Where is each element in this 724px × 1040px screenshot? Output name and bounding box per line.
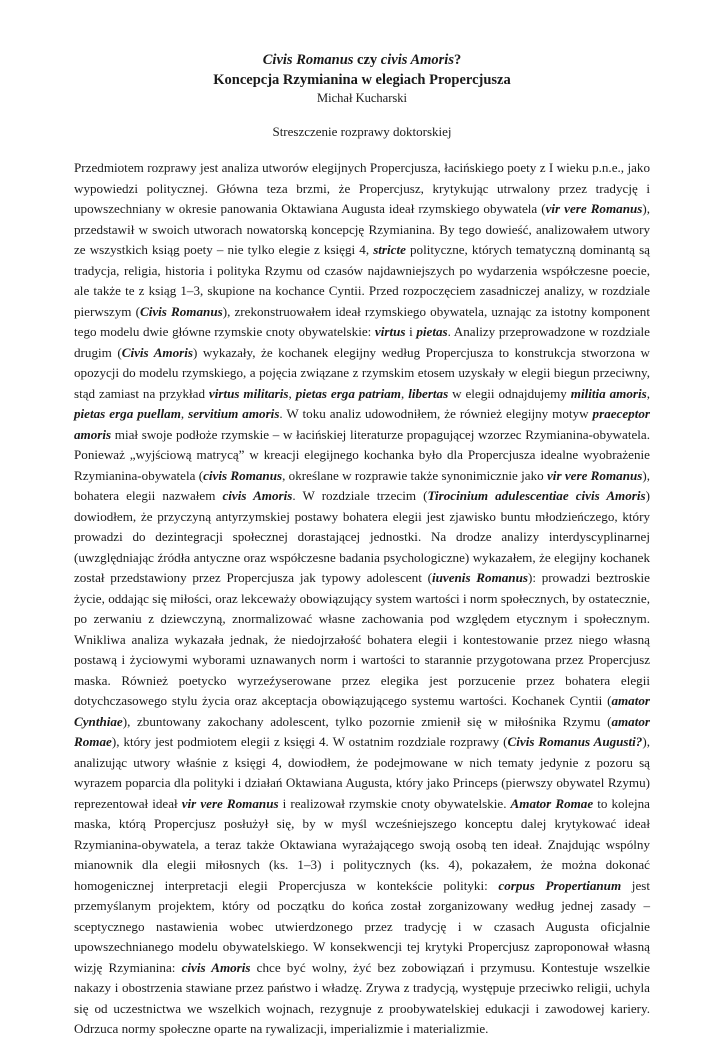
latin-term: amator Romae (74, 713, 650, 749)
text-run: ): prowadzi beztroskie życie, oddając się miłości, oraz lekceważy obowiązujący system wartości i norm społecznych, by ostatecznie, po zerwaniu z dziewczyną, znormalizować własne zachowania pod względem etycznym i społecznym. Wnikliwa analiza wykazała jednak, że niedojrzałość bohatera elegii i kontestowanie przez niego własną postawą i życiowymi wyborami uznawanych norm i wartości to starannie przygotowana przez Propercjusz maska. Również poetycko wyrzeźyserowane przez elegika jest porzucenie przez bohatera elegii dotychczasowego stylu życia oraz akceptacja obowiązującego systemu wartości. Kochanek Cyntii ( (74, 570, 650, 708)
text-run: , określane w rozprawie także synonimicznie jako (282, 467, 547, 483)
text-run: , (401, 385, 409, 401)
title-question-mark: ? (453, 52, 462, 68)
text-run: ), bohatera elegii nazwałem (74, 467, 650, 503)
latin-term: civis Romanus (203, 467, 283, 483)
text-run: ), zrekonstruowałem ideał rzymskiego obywatela, uznając za istotny komponent tego modelu dwie główne rzymskie cnoty obywatelskie: (74, 303, 650, 339)
text-run: chce być wolny, żyć bez zobowiązań i przymusu. Kontestuje wszelkie nakazy i obostrzenia stawiane przez państwo i władzę. Zrywa z tradycją, występuje przeciwko religii, uchyla się od uczestnictwa we wszelkich wojnach, rezygnuje z proobywatelskiej edukacji i zawodowej kariery. Odrzuca normy społeczne oparte na rywalizacji, imperializmie i materializmie. (74, 959, 650, 1036)
latin-term: vir vere Romanus (181, 795, 279, 811)
latin-term: Civis Amoris (121, 344, 193, 360)
title-line-2: Koncepcja Rzymianina w elegiach Propercjusza (213, 72, 511, 88)
title-term-civis-amoris: civis Amoris (380, 52, 454, 68)
title-line-1 (74, 50, 650, 70)
latin-term: civis Amoris (181, 959, 251, 975)
latin-term: pietas (416, 324, 448, 339)
text-run: ), który jest podmiotem elegii z księgi 4. W ostatnim rozdziale rozprawy ( (111, 734, 508, 749)
latin-term: Amator Romae (510, 795, 594, 811)
document-page (74, 50, 650, 1040)
latin-term: civis Amoris (222, 488, 293, 503)
latin-term: Civis Romanus Augusti? (507, 734, 643, 749)
latin-term: virtus militaris (208, 385, 289, 401)
latin-term: pietas erga puellam (74, 406, 181, 421)
text-run: i (405, 324, 417, 339)
text-run: . W toku analiz udowodniłem, że również elegijny motyw (279, 406, 593, 421)
latin-term: virtus (374, 324, 406, 339)
latin-term: corpus Propertianum (498, 877, 622, 893)
title-term-civis-romanus: Civis Romanus (262, 52, 354, 68)
abstract-paragraph (74, 158, 650, 1040)
latin-term: vir vere Romanus (545, 201, 643, 216)
text-run: . W rozdziale trzecim ( (292, 488, 428, 503)
latin-term: pietas erga patriam (295, 385, 401, 401)
latin-term: vir vere Romanus (547, 467, 643, 483)
text-run: miał swoje podłoże rzymskie – w łacińskiej literaturze propagującej wzorzec Rzymianina-obywatela. Ponieważ „wyjściową matrycą” w kreacji elegijnego kochanka było dla Propercjusza idealne wyobrażenie Rzymianina-obywatela ( (74, 426, 650, 483)
text-run: polityczne, których tematyczną dominantą są tradycja, religia, historia i polityka Rzymu od czasów najdawniejszych po wydarzenia współczesne poecie, ale także te z ksiąg 1–3, skupione na kochance Cyntii. Przed rozpoczęciem zasadniczej analizy, w rozdziale pierwszym ( (74, 242, 650, 319)
latin-term: iuvenis Romanus (431, 570, 528, 585)
text-run: ), analizując utwory właśnie z księgi 4, dowiodłem, że podejmowane w nich tematy jedynie z pozoru są wyrazem poparcia dla polityki i działań Oktawiana Augusta, który jako Princeps (pierwszy obywatel Rzymu) reprezentował ideał (74, 734, 650, 811)
document-subtitle: Streszczenie rozprawy doktorskiej (272, 124, 452, 139)
text-run: , (180, 406, 189, 421)
text-run: i realizował rzymskie cnoty obywatelskie. (278, 795, 511, 811)
text-run: to kolejna maska, którą Propercjusz posłużył się, by w myśl wcześniejszego konceptu dalej krytykować ideał Rzymianina-obywatela, a teraz także Oktawiana wyrażającego swoją osobą ten ideał. Znajdując wspólny mianownik dla elegii miłosnych (ks. 1–3) i politycznych (ks. 4), pokazałem, że można dokonać homogenicznej interpretacji elegii Propercjusza w kontekście polityki: (74, 795, 650, 893)
text-run: , (646, 385, 650, 401)
text-run: ) wykazały, że kochanek elegijny według Propercjusza to konstrukcja stworzona w opozycji do modelu rzymskiego, a pojęcia związane z rzymskim etosem uzyskały w elegii biegun przeciwny, stąd zamiast na przykład (74, 344, 650, 401)
title-connector: czy (353, 52, 381, 68)
latin-term: praeceptor amoris (74, 406, 650, 442)
text-run: ), zbuntowany zakochany adolescent, tylko pozornie zmienił się w miłośnika Rzymu ( (122, 713, 612, 729)
latin-term: servitium amoris (188, 406, 280, 421)
latin-term: stricte (373, 242, 406, 257)
latin-term: amator Cynthiae (74, 693, 650, 729)
text-run: , (288, 385, 296, 401)
text-run: . Analizy przeprowadzone w rozdziale drugim ( (74, 324, 650, 360)
text-run: Przedmiotem rozprawy jest analiza utworów elegijnych Propercjusza, łacińskiego poety z I wieku p.n.e., jako wypowiedzi politycznej. Główna teza brzmi, że Propercjusz, krytykując utrwalony przez tradycję i upowszechniany w okresie panowania Oktawiana Augusta ideał rzymskiego obywatela ( (74, 160, 650, 216)
latin-term: libertas (408, 385, 449, 401)
latin-term: Civis Romanus (139, 303, 223, 319)
text-run: ) dowiodłem, że przyczyną antyrzymskiej postawy bohatera elegii jest zjawisko buntu młodzieńczego, który prowadzi do dezintegracji społecznej dorastającej jednostki. Na drodze analizy interdyscyplinarnej (uwzględniając źródła antyczne oraz współczesne badania psychologiczne) wykazałem, że elegijny kochanek został przedstawiony przez Propercjusza jak typowy adolescent ( (74, 488, 650, 585)
text-run: jest przemyślanym projektem, który od początku do końca został zorganizowany według jednej zasady – sceptycznego nastawienia wobec utwierdzonego przez tradycję i w czasach Augusta oficjalnie upowszechnianego modelu obywatelskiego. W konsekwencji tej krytyki Propercjusz zaproponował własną wizję Rzymianina: (74, 877, 650, 975)
text-run: w elegii odnajdujemy (448, 385, 571, 401)
text-run: ), przedstawił w swoich utworach nowatorską koncepcję Rzymianina. By tego dowieść, analizowałem utwory ze wszystkich ksiąg poety – nie tylko elegie z księgi 4, (74, 201, 651, 257)
latin-term: Tirocinium adulescentiae civis Amoris (427, 488, 646, 503)
author-name: Michał Kucharski (317, 91, 407, 105)
latin-term: militia amoris (570, 385, 647, 401)
